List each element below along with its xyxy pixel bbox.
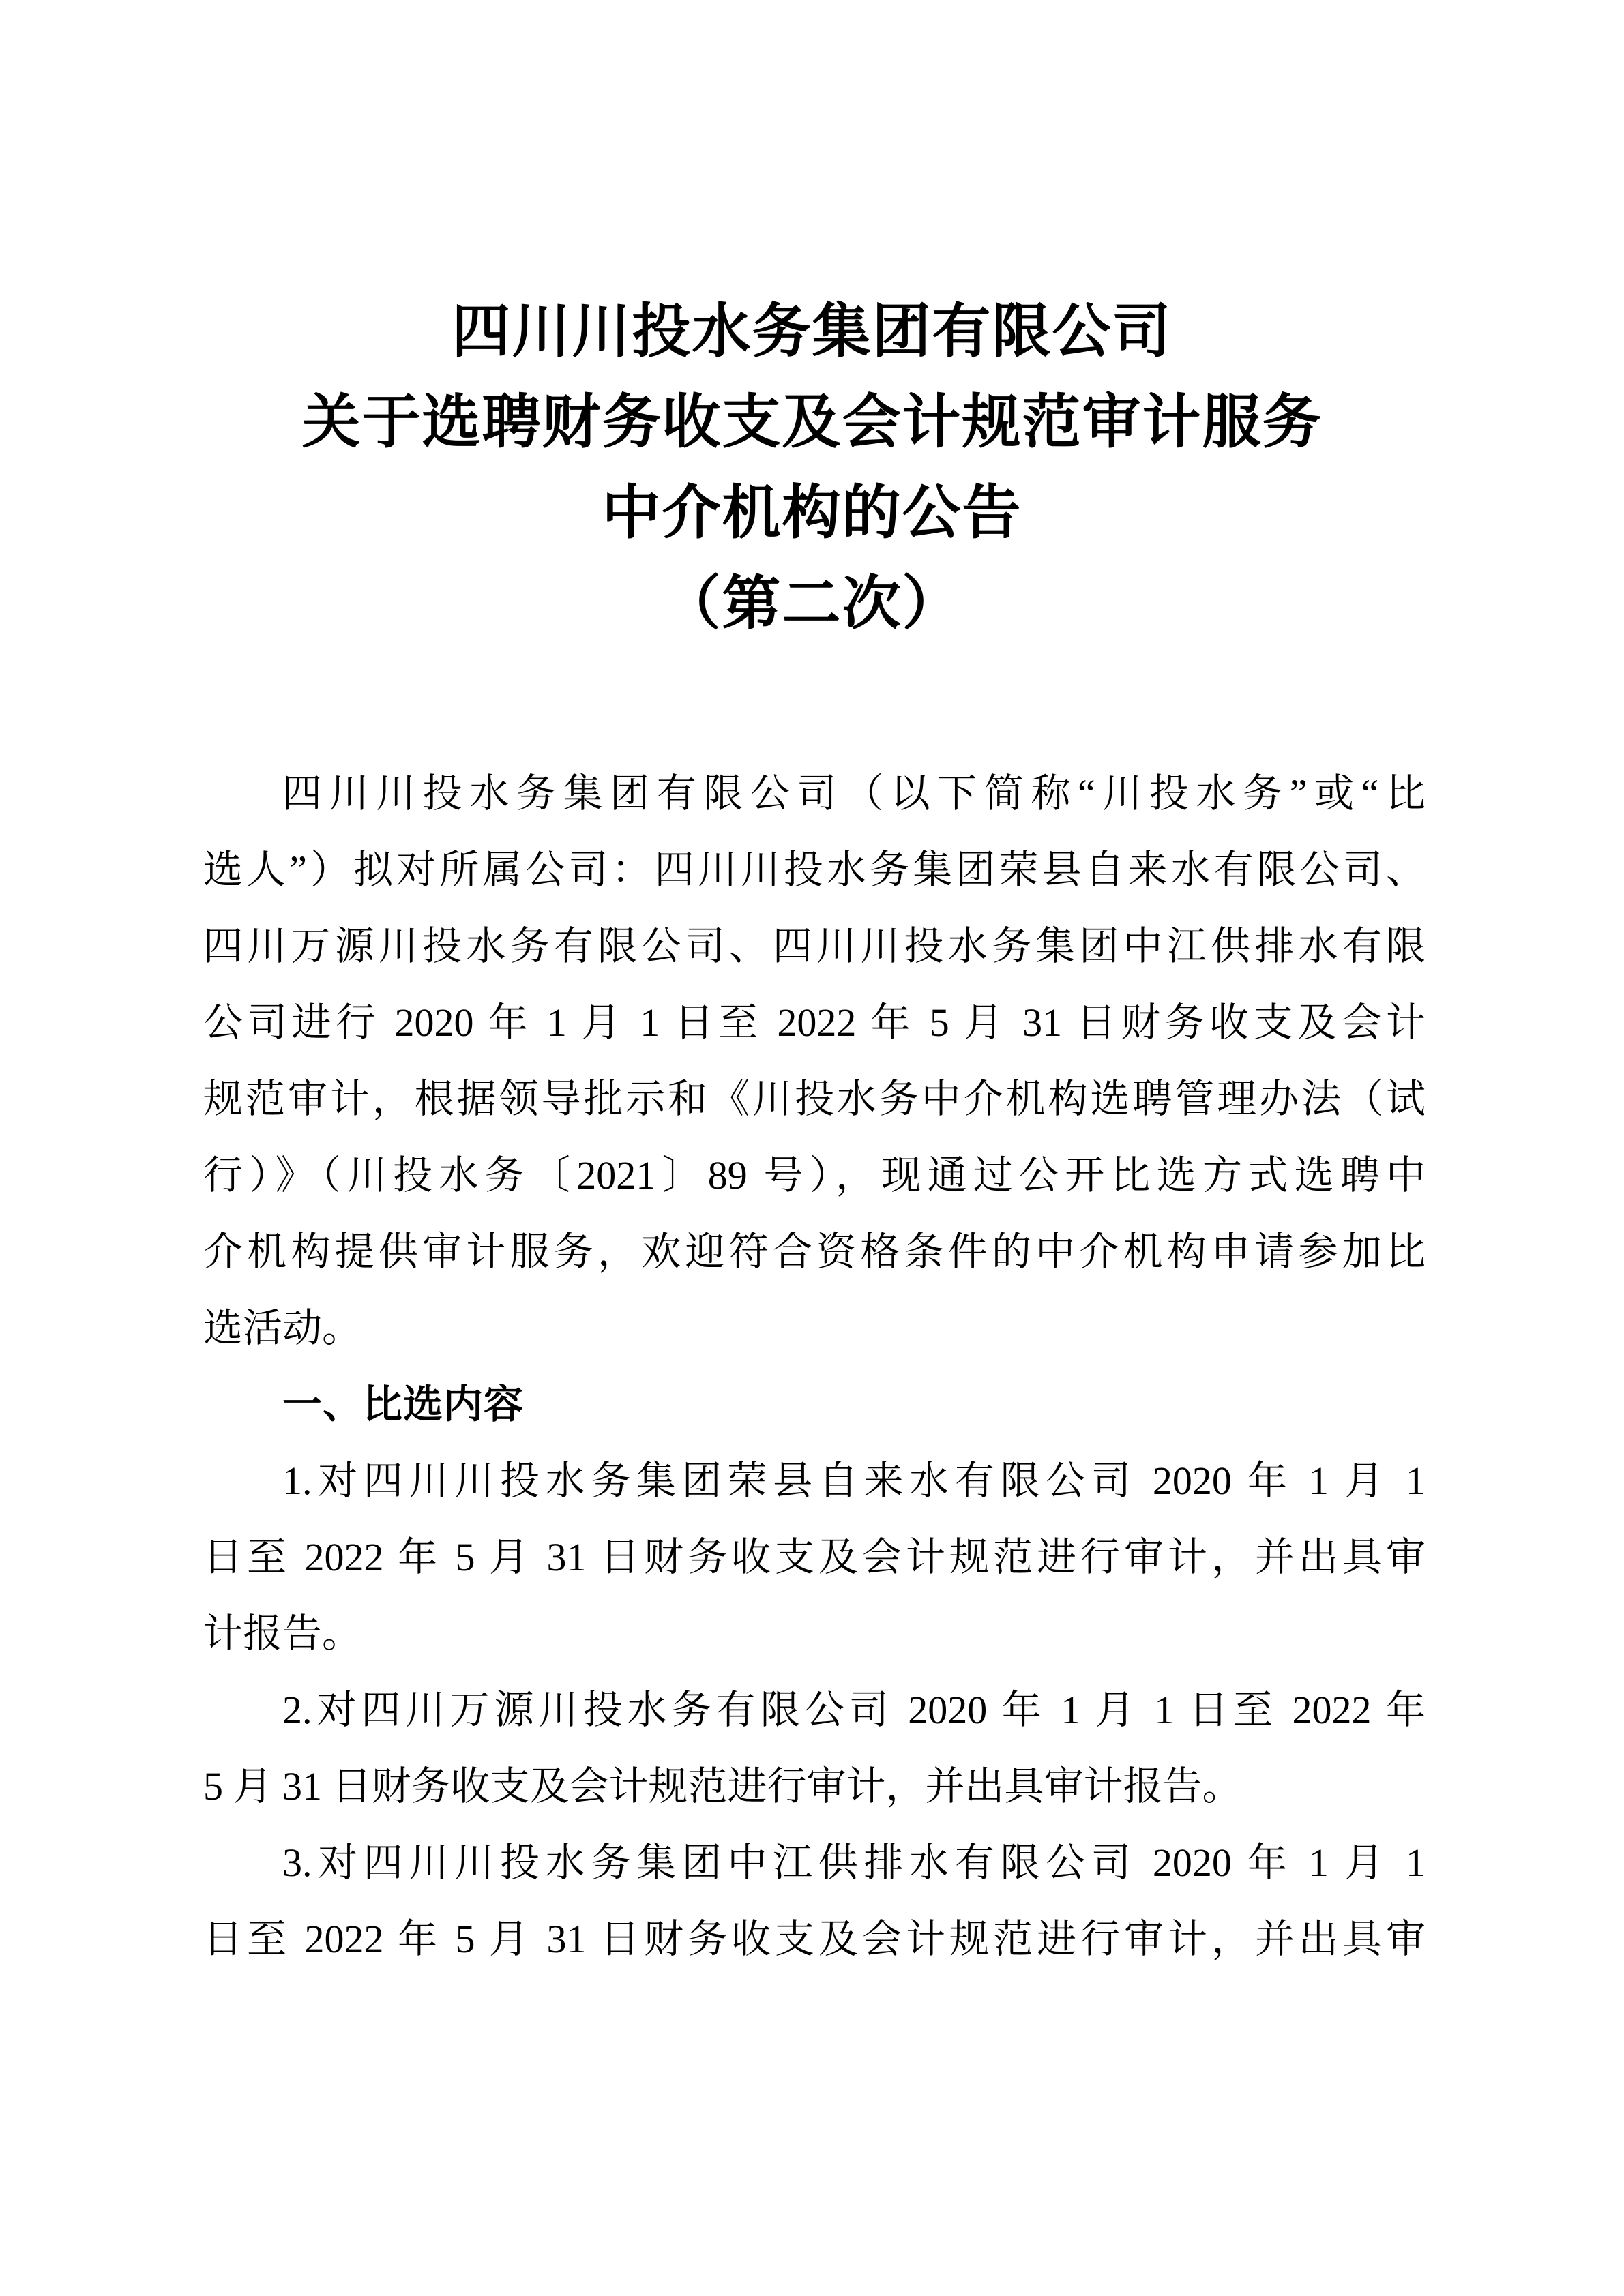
text-line: 公司进行 2020 年 1 月 1 日至 2022 年 5 月 31 日财务收支及会计 — [203, 1000, 1426, 1045]
text-line: 选人”）拟对所属公司：四川川投水务集团荣县自来水有限公司、 — [203, 848, 1426, 892]
title-line-round: （第二次） — [662, 571, 962, 636]
section-heading-selection-content: 一、比选内容 — [282, 1382, 525, 1427]
document-body — [203, 756, 1426, 1978]
title-line-subject: 关于选聘财务收支及会计规范审计服务 — [301, 389, 1323, 455]
title-line-subject2: 中介机构的公告 — [602, 480, 1022, 546]
text-line: 5 月 31 日财务收支及会计规范进行审计，并出具审计报告。 — [203, 1764, 1242, 1808]
text-line: 四川川投水务集团有限公司（以下简称“川投水务”或“比 — [282, 771, 1426, 816]
text-line: 介机构提供审计服务，欢迎符合资格条件的中介机构申请参加比 — [203, 1229, 1426, 1274]
text-line-item-1: 1.对四川川投水务集团荣县自来水有限公司 2020 年 1 月 1 — [282, 1459, 1426, 1503]
text-line: 四川万源川投水务有限公司、四川川投水务集团中江供排水有限 — [203, 924, 1426, 968]
text-line: 日至 2022 年 5 月 31 日财务收支及会计规范进行审计，并出具审 — [203, 1917, 1426, 1961]
text-line: 规范审计，根据领导批示和《川投水务中介机构选聘管理办法（试 — [203, 1077, 1426, 1121]
text-line: 日至 2022 年 5 月 31 日财务收支及会计规范进行审计，并出具审 — [203, 1535, 1426, 1579]
text-line: 计报告。 — [203, 1611, 362, 1656]
title-line-company: 四川川投水务集团有限公司 — [452, 299, 1172, 364]
text-line: 选活动。 — [203, 1306, 362, 1350]
text-line-item-2: 2.对四川万源川投水务有限公司 2020 年 1 月 1 日至 2022 年 — [282, 1688, 1426, 1732]
document-title-block — [0, 0, 1624, 649]
text-line: 行）》（川投水务〔2021〕89 号），现通过公开比选方式选聘中 — [203, 1153, 1426, 1197]
text-line-item-3: 3.对四川川投水务集团中江供排水有限公司 2020 年 1 月 1 — [282, 1840, 1426, 1885]
